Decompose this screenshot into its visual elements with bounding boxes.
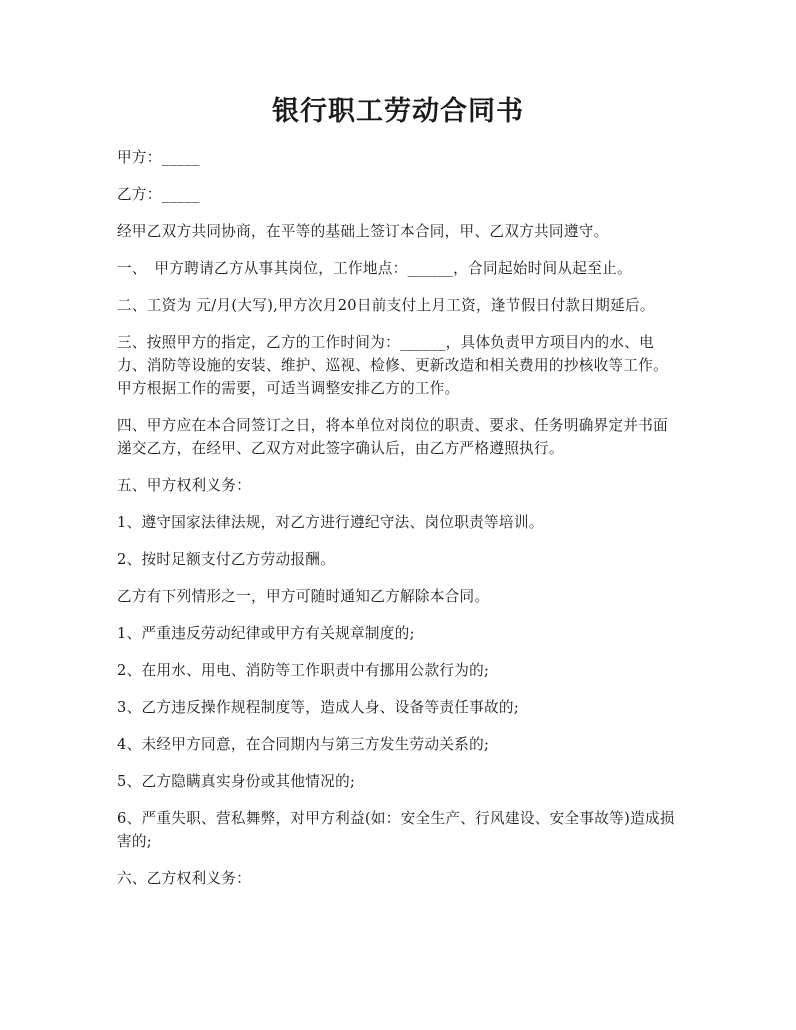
clause-5-item-2: 2、按时足额支付乙方劳动报酬。 [117, 551, 336, 568]
party-b-line: 乙方：_____ [117, 186, 200, 203]
party-a-line: 甲方：_____ [117, 149, 200, 166]
clause-4-paragraph: 四、甲方应在本合同签订之日，将本单位对岗位的职责、要求、任务明确界定并书面递交乙方，在经甲、乙双方对此签字确认后，由乙方严格遵照执行。 [117, 417, 669, 457]
clause-6-heading: 六、乙方权利义务： [117, 870, 252, 887]
termination-item-2: 2、在用水、用电、消防等工作职责中有挪用公款行为的; [117, 662, 490, 679]
clause-1-paragraph: 一、 甲方聘请乙方从事其岗位，工作地点：______，合同起始时间从起至止。 [117, 260, 632, 277]
document-title: 银行职工劳动合同书 [272, 96, 524, 127]
clause-2-paragraph: 二、工资为 元/月(大写),甲方次月20日前支付上月工资，逢节假日付款日期延后。 [117, 297, 655, 314]
termination-item-5: 5、乙方隐瞒真实身份或其他情况的; [117, 773, 356, 790]
clause-5-heading: 五、甲方权利义务： [117, 477, 252, 494]
termination-item-3: 3、乙方违反操作规程制度等，造成人身、设备等责任事故的; [117, 699, 520, 716]
clause-3-paragraph: 三、按照甲方的指定，乙方的工作时间为：______，具体负责甲方项目内的水、电力、消防等设施的安装、维护、巡视、检修、更新改造和相关费用的抄核收等工作。甲方根据工作的需要，可适当调整安排乙方的工作。 [117, 334, 669, 397]
document-body [117, 146, 682, 904]
termination-intro-paragraph: 乙方有下列情形之一，甲方可随时通知乙方解除本合同。 [117, 588, 490, 605]
clause-5-item-1: 1、遵守国家法律法规，对乙方进行遵纪守法、岗位职责等培训。 [117, 514, 544, 531]
termination-item-4: 4、未经甲方同意，在合同期内与第三方发生劳动关系的; [117, 736, 490, 753]
preamble-paragraph: 经甲乙双方共同协商，在平等的基础上签订本合同，甲、乙双方共同遵守。 [117, 223, 609, 240]
termination-item-6: 6、严重失职、营私舞弊，对甲方利益(如：安全生产、行风建设、安全事故等)造成损害的; [117, 810, 675, 850]
termination-item-1: 1、严重违反劳动纪律或甲方有关规章制度的; [117, 625, 415, 642]
